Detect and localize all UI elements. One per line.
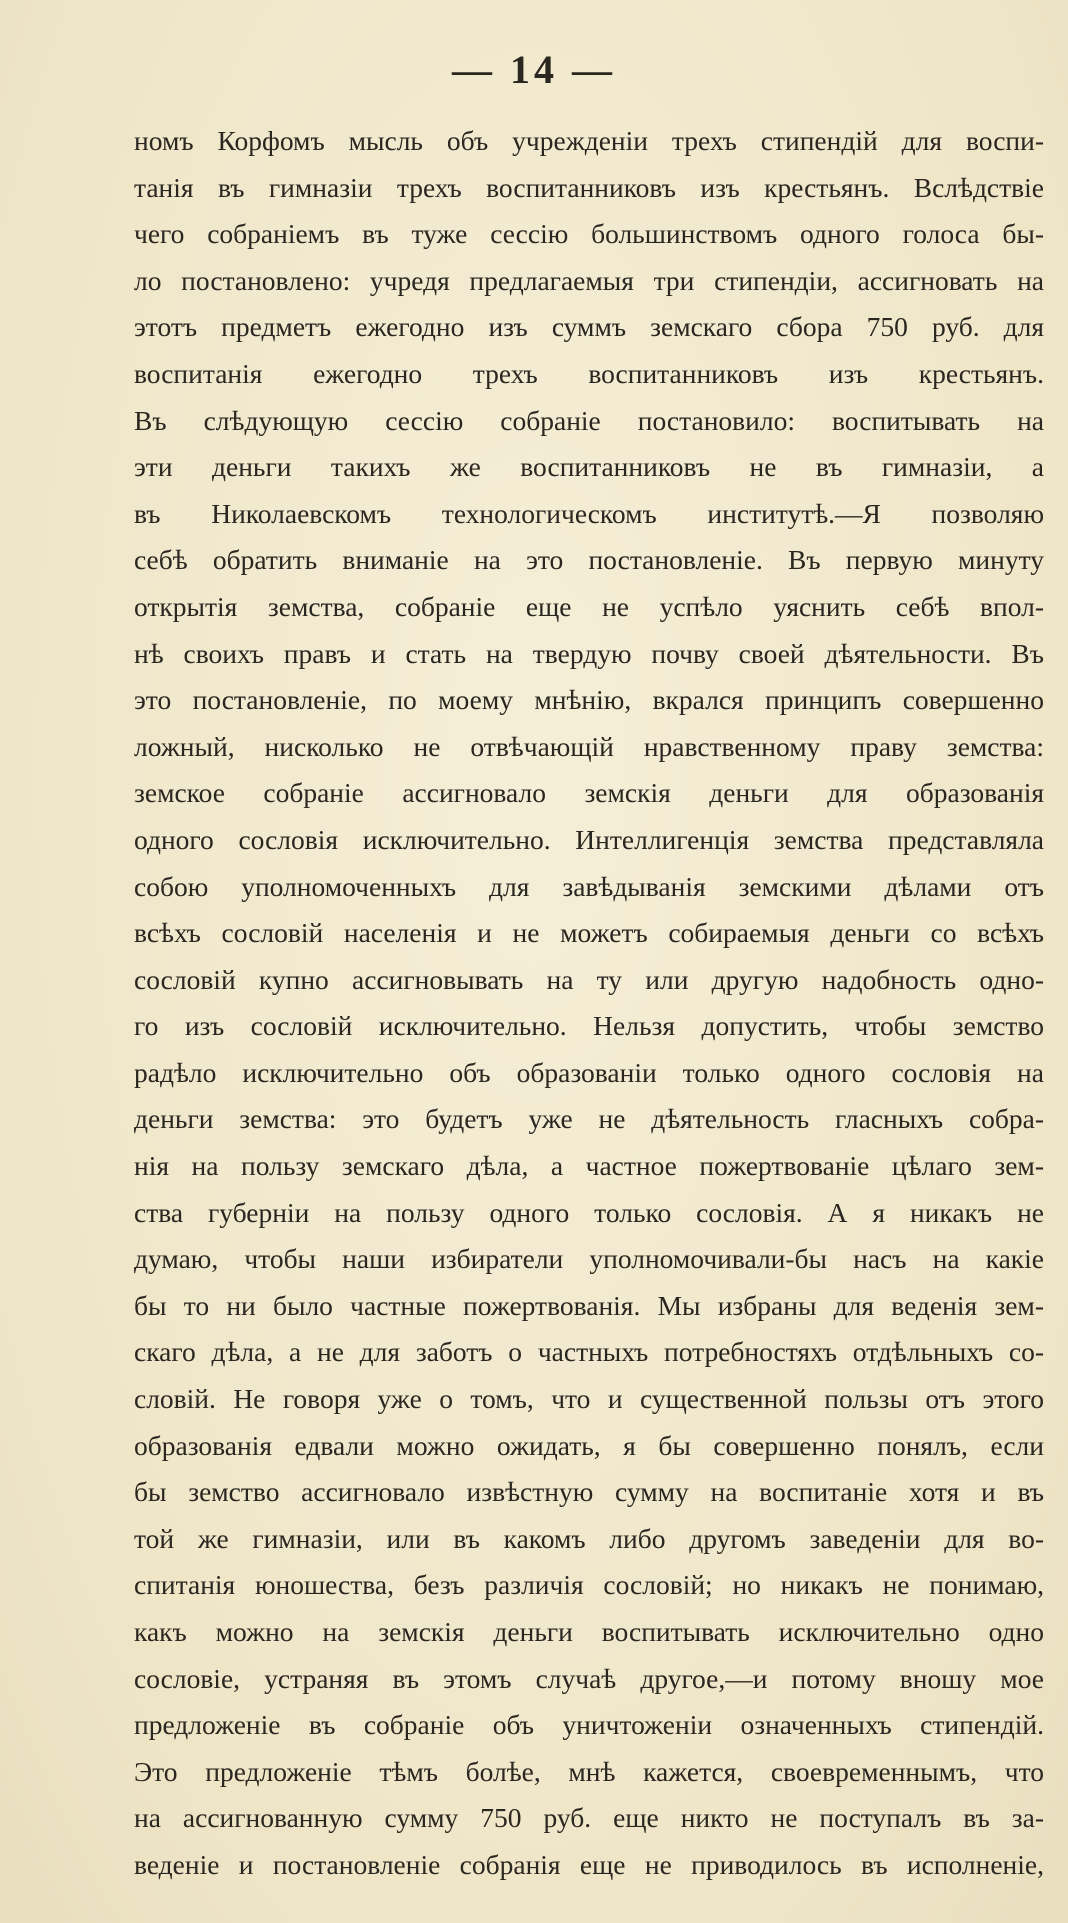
page-number: — 14 —: [452, 47, 616, 92]
text-line: предложеніе въ собраніе объ уничтоженіи означенныхъ стипендій.: [134, 1709, 1044, 1741]
text-line: эти деньги такихъ же воспитанниковъ не въ гимназіи, а: [134, 451, 1044, 483]
text-line: нія на пользу земскаго дѣла, а частное пожертвованіе цѣлаго зем-: [134, 1150, 1044, 1182]
text-line: себѣ обратить вниманіе на это постановленіе. Въ первую минуту: [134, 544, 1044, 576]
body-text: [134, 118, 1044, 1889]
text-line: собою уполномоченныхъ для завѣдыванія земскими дѣлами отъ: [134, 870, 1044, 902]
text-line: ства губерніи на пользу одного только сословія. А я никакъ не: [134, 1196, 1044, 1228]
text-line: го изъ сословій исключительно. Нельзя допустить, чтобы земство: [134, 1010, 1044, 1042]
text-line: нѣ своихъ правъ и стать на твердую почву своей дѣятельности. Въ: [134, 637, 1044, 669]
text-line: сословій купно ассигновывать на ту или другую надобность одно-: [134, 963, 1044, 995]
text-line: воспитанія ежегодно трехъ воспитанниковъ изъ крестьянъ.: [134, 357, 1044, 389]
text-line: Это предложеніе тѣмъ болѣе, мнѣ кажется, своевременнымъ, что: [134, 1755, 1044, 1787]
text-line: ло постановлено: учредя предлагаемыя три стипендіи, ассигновать на: [134, 264, 1044, 296]
text-line: бы то ни было частные пожертвованія. Мы избраны для веденія зем-: [134, 1289, 1044, 1321]
text-line: думаю, чтобы наши избиратели уполномочивали-бы насъ на какіе: [134, 1243, 1044, 1275]
text-line: это постановленіе, по моему мнѣнію, вкрался принципъ совершенно: [134, 684, 1044, 716]
text-line: сословіе, устраняя въ этомъ случаѣ другое,—и потому вношу мое: [134, 1662, 1044, 1694]
text-line: танія въ гимназіи трехъ воспитанниковъ изъ крестьянъ. Вслѣдствіе: [134, 171, 1044, 203]
text-line: той же гимназіи, или въ какомъ либо другомъ заведеніи для во-: [134, 1522, 1044, 1554]
text-line: номъ Корфомъ мысль объ учрежденіи трехъ стипендій для воспи-: [134, 125, 1044, 156]
text-line: веденіе и постановленіе собранія еще не приводилось въ исполненіе,: [134, 1848, 1044, 1880]
text-line: чего собраніемъ въ туже сессію большинствомъ одного голоса бы-: [134, 218, 1044, 250]
text-line: Въ слѣдующую сессію собраніе постановило: воспитывать на: [134, 404, 1044, 436]
text-line: скаго дѣла, а не для заботъ о частныхъ потребностяхъ отдѣльныхъ со-: [134, 1336, 1044, 1368]
text-line: въ Николаевскомъ технологическомъ институтѣ.—Я позволяю: [134, 497, 1044, 529]
text-line: какъ можно на земскія деньги воспитывать исключительно одно: [134, 1616, 1044, 1647]
text-line: на ассигнованную сумму 750 руб. еще никто не поступалъ въ за-: [134, 1802, 1044, 1834]
text-line: ложный, нисколько не отвѣчающій нравственному праву земства:: [134, 730, 1044, 762]
text-line: образованія едвали можно ожидать, я бы совершенно понялъ, если: [134, 1429, 1044, 1461]
text-line: открытія земства, собраніе еще не успѣло уяснить себѣ впол-: [134, 590, 1044, 622]
text-line: бы земство ассигновало извѣстную сумму на воспитаніе хотя и въ: [134, 1476, 1044, 1508]
text-line: радѣло исключительно объ образованіи только одного сословія на: [134, 1056, 1044, 1088]
text-line: всѣхъ сословій населенія и не можетъ собираемыя деньги со всѣхъ: [134, 917, 1044, 949]
text-line: деньги земства: это будетъ уже не дѣятельность гласныхъ собра-: [134, 1103, 1044, 1135]
text-line: одного сословія исключительно. Интеллигенція земства представляла: [134, 823, 1044, 855]
text-line: словій. Не говоря уже о томъ, что и существенной пользы отъ этого: [134, 1383, 1044, 1415]
text-line: земское собраніе ассигновало земскія деньги для образованія: [134, 777, 1044, 809]
text-line: этотъ предметъ ежегодно изъ суммъ земскаго сбора 750 руб. для: [134, 311, 1044, 343]
text-line: спитанія юношества, безъ различія сословій; но никакъ не понимаю,: [134, 1569, 1044, 1601]
